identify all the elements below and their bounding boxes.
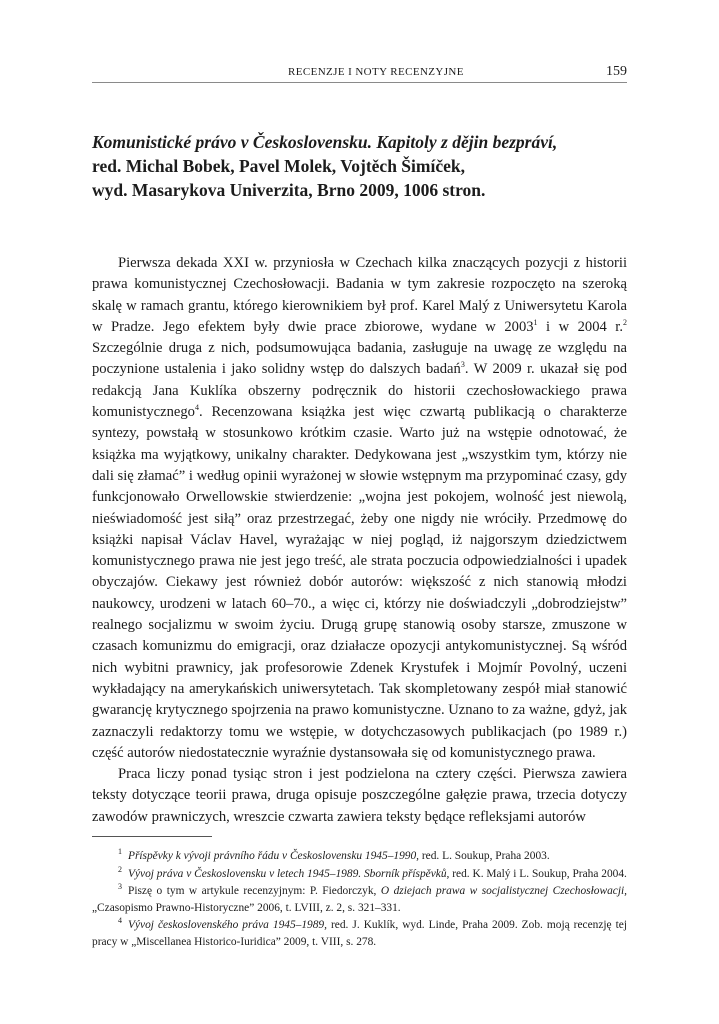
footnote-ref-1: 1 [533,318,538,328]
footnote-4 [92,917,627,950]
footnote-text-pre: Piszę o tym w artykule recenzyjnym: P. Fiedorczyk, [128,885,381,897]
footnote-3 [92,883,627,916]
page-number: 159 [606,64,627,79]
review-body [92,253,627,828]
footnote-title: Příspěvky k vývoji právního řádu v Československu 1945–1990, [128,850,420,862]
paragraph-1 [92,253,627,764]
footnote-text: red. L. Soukup, Praha 2003. [419,850,550,862]
paragraph-2: Praca liczy ponad tysiąc stron i jest podzielona na cztery części. Pierwsza zawiera teksty dotyczące teorii prawa, druga opisuje poszczególne gałęzie prawa, trzecia dotyczy zawodów prawniczych, wreszcie czwarta zawiera teksty będące refleksjami autorów [92,766,627,825]
footnote-title: Vývoj práva v Československu v letech 1945–1989. Sborník příspěvků, [128,867,450,880]
footnote-ref-2: 2 [623,318,628,328]
paragraph-1-text-a: Pierwsza dekada XXI w. przyniosła w Czechach kilka znaczących pozycji z historii prawa komunistycznej Czechosłowacji. Badania w tym zakresie rozpoczęto na szeroką skalę w ramach grantu, którego kierownikiem był prof. Karel Malý z Uniwersytetu Karola w Pradze. Jego efektem były dwie prace zbiorowe, wydane w 2003 [92,255,627,335]
running-head-title: RECENZJE I NOTY RECENZYJNE [288,66,464,78]
paragraph-1-text-d: . W 2009 r. ukazał się pod redakcją Jana Kuklíka obszerny podręcznik do historii czechosłowackiego prawa komunistycznego [92,361,628,421]
footnote-number: 4 [118,916,122,926]
running-head [92,64,627,83]
footnote-text: „Czasopismo Prawno-Historyczne” 2006, t. LVIII, z. 2, s. 321–331. [92,901,401,914]
footnote-number: 2 [118,864,122,874]
footnotes [92,848,627,951]
book-editors: red. Michal Bobek, Pavel Molek, Vojtěch Šimíček, [92,156,465,176]
footnote-divider [92,836,212,837]
footnote-1 [92,848,627,865]
book-publisher: wyd. Masarykova Univerzita, Brno 2009, 1006 stron. [92,180,486,200]
paragraph-1-text-e: . Recenzowana książka jest więc czwartą publikacją o charakterze syntezy, powstałą w stosunkowo krótkim czasie. Warto już na wstępie odnotować, że książka ma wyjątkowy, unikalny charakter. Dedykowana jest „wszystkim tym, którzy nie dali się złamać” i według opinii wyrażonej w słowie wstępnym ma przypominać czasy, gdy funkcjonowało Orwellowskie stwierdzenie: „wojna jest pokojem, wolność jest niewolą, nieświadomość jest siłą” oraz przestrzegać, żeby one nigdy nie wróciły. Przedmowę do książki napisał Václav Havel, wyrażając w niej pogląd, iż najgorszym dziedzictwem komunistycznego prawa nie jest jego treść, ale strata poczucia odpowiedzialności i upadek obyczajów. Ciekawy jest również dobór autorów: większość z nich stanowią młodzi naukowcy, urodzeni w latach 60–70., a więc ci, którzy nie doświadczyli „dobrodziejstw” realnego socjalizmu w swoim życiu. Drugą grupę stanowią osoby starsze, zmuszone w czasach komunizmu do emigracji, oraz działacze opozycji antykomunistycznej. Są wśród nich wybitni prawnicy, jak profesorowie Zdenek Krystufek i Mojmír Povolný, uczeni wykładający na amerykańskich uniwersytetach. Tak skompletowany zespół miał stanowić gwarancję krytycznego spojrzenia na prawo komunistyczne. Uznano to za ważne, gdyż, jak zaznaczyli redaktorzy tomu we wstępie, w dotychczasowych publikacjach (po 1989 r.) część autorów niedostatecznie wyraźnie dystansowała się od komunistycznego prawa. [92,404,627,761]
footnote-number: 1 [118,847,122,857]
footnote-title: O dziejach prawa w socjalistycznej Czechosłowacji, [380,885,628,897]
footnote-text: red. J. Kuklík, wyd. Linde, Praha 2009. Zob. moją recenzję tej pracy w „Miscellanea Historico-Iuridica” 2009, t. VIII, s. 278. [92,919,628,948]
paragraph-1-text-b: i w 2004 r. [537,318,624,335]
footnote-text: red. K. Malý i L. Soukup, Praha 2004. [449,867,627,880]
footnote-ref-3: 3 [460,360,465,370]
footnote-title: Vývoj československého práva 1945–1989, [128,919,327,931]
footnote-2 [92,866,627,883]
paragraph-1-text-c: Szczególnie druga z nich, podsumowująca badania, zasługuje na uwagę ze względu na poczynione ustalenia i jako solidny wstęp do dalszych badań [92,340,627,378]
book-title: Komunistické právo v Československu. Kapitoly z dějin bezpráví, [92,132,558,152]
footnote-ref-4: 4 [194,403,199,413]
review-heading [92,130,627,202]
footnote-number: 3 [118,882,122,892]
